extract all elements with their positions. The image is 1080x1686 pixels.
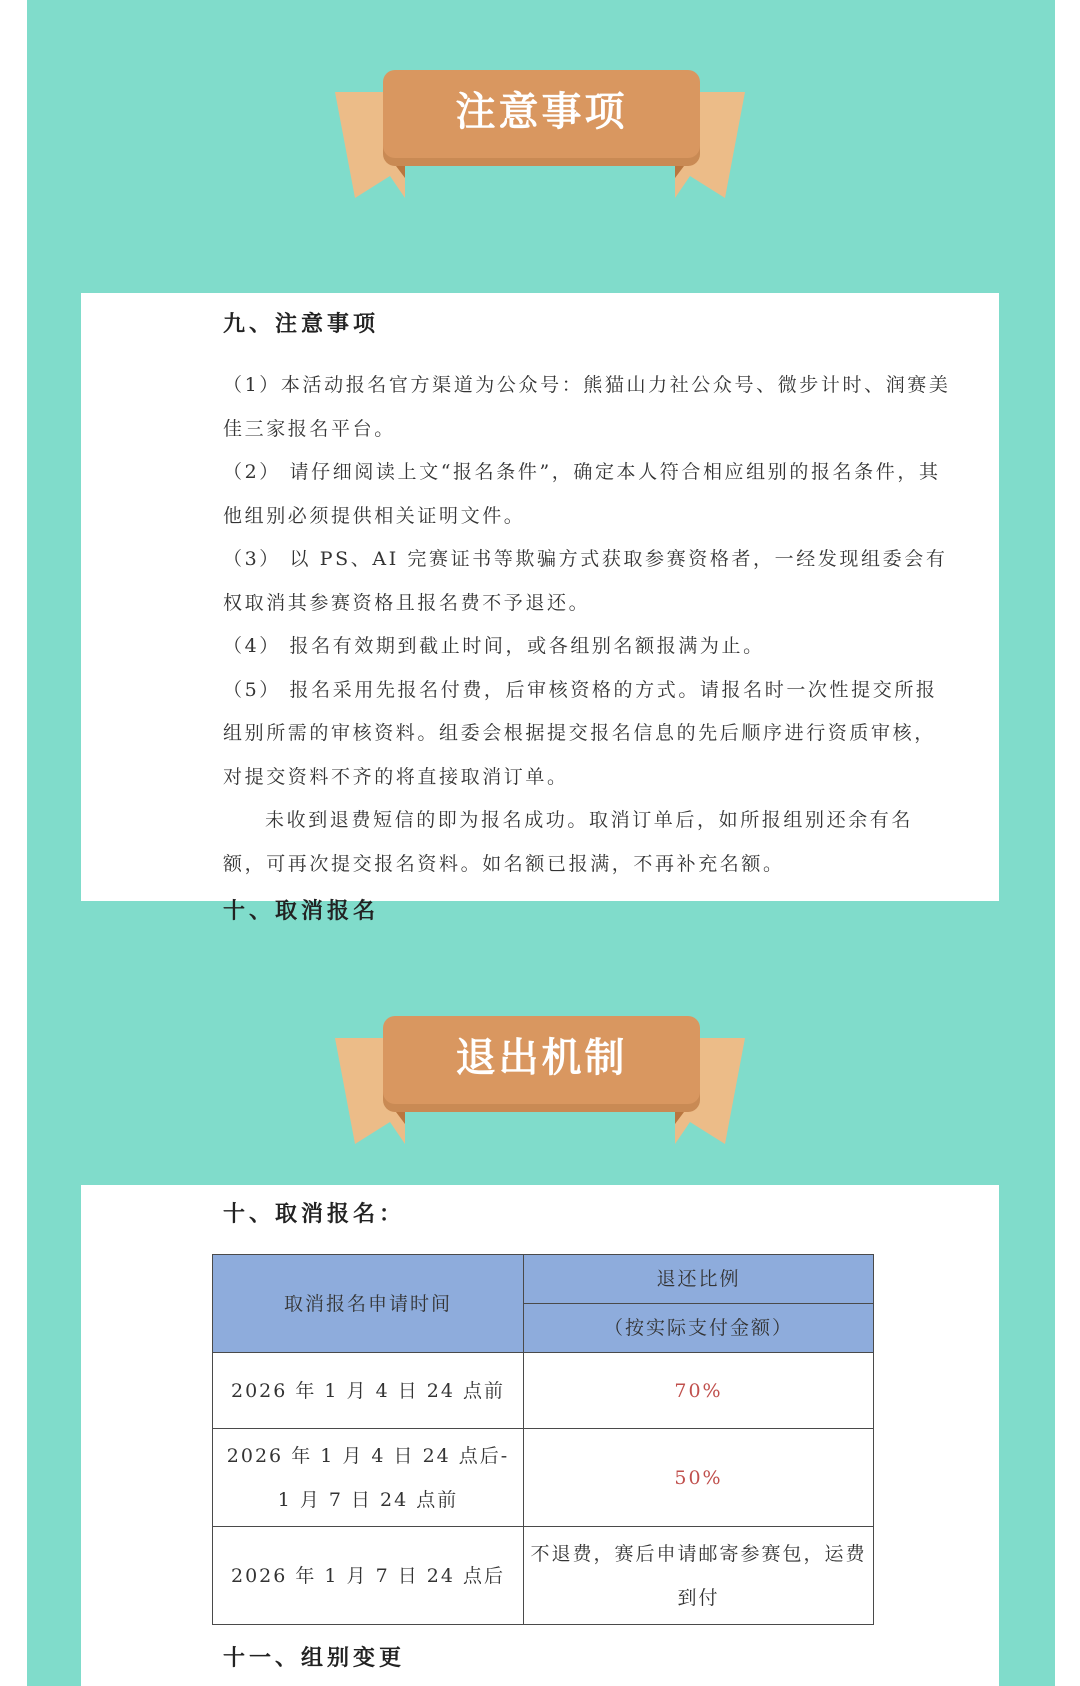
row-ratio-line: 到付 [677, 1586, 720, 1609]
banner-title: 退出机制 [455, 1035, 628, 1081]
row-time: 2026 年 1 月 7 日 24 点后 [213, 1527, 524, 1625]
header-ratio-note: （按实际支付金额） [524, 1304, 874, 1353]
note-item-4: （4） 报名有效期到截止时间，或各组别名额报满为止。 [223, 635, 765, 657]
row-time-line: 2026 年 1 月 4 日 24 点后- [226, 1444, 510, 1467]
refund-table [212, 1254, 874, 1625]
note-item-1: （1）本活动报名官方渠道为公众号：熊猫山力社公众号、微步计时、润赛美佳三家报名平台。 [223, 374, 951, 440]
header-time: 取消报名申请时间 [213, 1255, 524, 1353]
section-banner-notes [0, 60, 1080, 190]
group-change-heading: 十一、组别变更 [223, 1645, 406, 1671]
table-row [213, 1429, 874, 1527]
notes-heading: 九、注意事项 [223, 311, 380, 337]
note-item-6: 未收到退费短信的即为报名成功。取消订单后，如所报组别还余有名额，可再次提交报名资料。如名额已报满，不再补充名额。 [223, 809, 914, 875]
cancel-heading: 十、取消报名： [223, 1201, 406, 1227]
note-item-2: （2） 请仔细阅读上文“报名条件”，确定本人符合相应组别的报名条件，其他组别必须提供相关证明文件。 [223, 461, 941, 527]
row-time [213, 1429, 524, 1527]
row-ratio-line: 不退费，赛后申请邮寄参赛包，运费 [530, 1542, 867, 1565]
cut-heading: 十、取消报名 [223, 898, 380, 924]
table-row [213, 1527, 874, 1625]
row-time: 2026 年 1 月 4 日 24 点前 [213, 1353, 524, 1429]
row-ratio [524, 1527, 874, 1625]
note-item-3: （3） 以 PS、AI 完赛证书等欺骗方式获取参赛资格者，一经发现组委会有权取消其参赛资格且报名费不予退还。 [223, 548, 948, 614]
section-banner-withdrawal [0, 1006, 1080, 1136]
table-row [213, 1353, 874, 1429]
row-ratio: 50% [524, 1429, 874, 1527]
row-ratio: 70% [524, 1353, 874, 1429]
header-ratio: 退还比例 [524, 1255, 874, 1304]
banner-title: 注意事项 [455, 89, 628, 135]
notes-card [81, 293, 999, 924]
note-item-5: （5） 报名采用先报名付费，后审核资格的方式。请报名时一次性提交所报组别所需的审核资料。组委会根据提交报名信息的先后顺序进行资质审核，对提交资料不齐的将直接取消订单。 [223, 678, 938, 788]
row-time-line: 1 月 7 日 24 点前 [277, 1488, 459, 1511]
